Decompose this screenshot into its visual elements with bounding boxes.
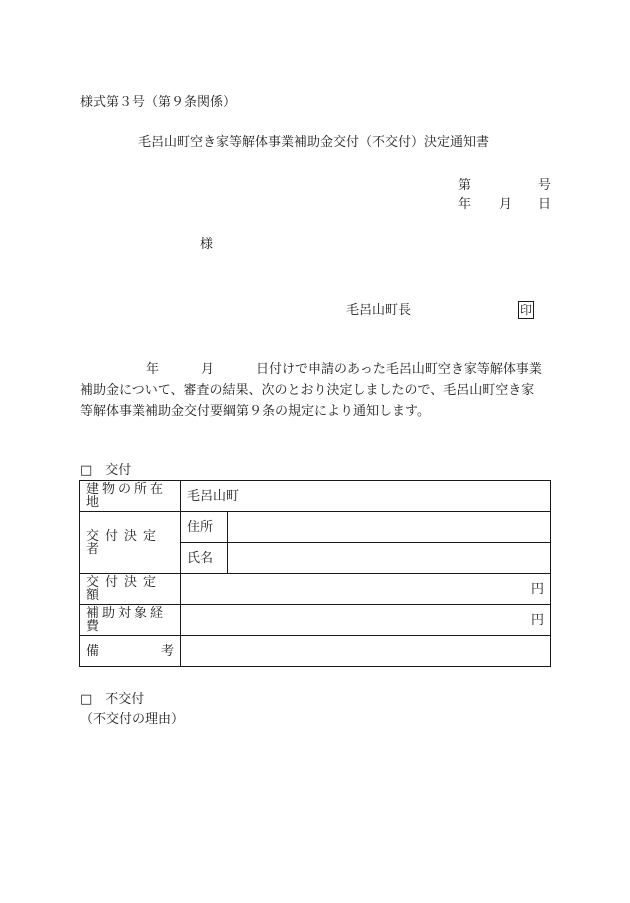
amount-unit: 円: [181, 574, 551, 605]
addressee-honorific: 様: [200, 237, 214, 252]
table-row: [80, 574, 551, 605]
remarks-value: [181, 636, 551, 667]
no-grant-checkbox-label: □ 不交付: [80, 692, 145, 707]
document-title: 毛呂山町空き家等解体事業補助金交付（不交付）決定通知書: [138, 135, 490, 150]
recipient-label: 交付決定者: [80, 512, 181, 574]
remarks-label: [80, 636, 181, 667]
remarks-label-1: 備: [86, 643, 100, 659]
location-value: 毛呂山町: [181, 481, 551, 512]
body-line-1-text: 日付けで申請のあった毛呂山町空き家等解体事業: [256, 362, 542, 377]
body-line-2: 補助金について、審査の結果、次のとおり決定しましたので、毛呂山町空き家: [80, 383, 535, 398]
reference-number-suffix: 号: [538, 178, 552, 193]
date-day-label: 日: [538, 197, 552, 212]
address-label: 住所: [181, 512, 228, 543]
remarks-label-2: 考: [160, 643, 174, 659]
amount-label: 交付決定額: [80, 574, 181, 605]
body-month-label: 月: [201, 362, 215, 377]
body-line-1: [80, 363, 550, 379]
cost-label: 補助対象経費: [80, 605, 181, 636]
table-row: [80, 605, 551, 636]
location-label: 建物の所在地: [80, 481, 181, 512]
grant-checkbox-label: □ 交付: [80, 463, 132, 478]
form-number: 様式第３号（第９条関係）: [80, 95, 237, 110]
name-label: 氏名: [181, 543, 228, 574]
grant-table: [79, 480, 551, 667]
name-value: [228, 543, 551, 574]
seal-stamp: 印: [519, 303, 532, 317]
issuer-title: 毛呂山町長: [346, 303, 412, 318]
table-row: [80, 636, 551, 667]
cost-unit: 円: [181, 605, 551, 636]
date-month-label: 月: [499, 197, 513, 212]
date-year-label: 年: [458, 197, 472, 212]
table-row: [80, 512, 551, 543]
table-row: [80, 481, 551, 512]
reference-number-label: 第: [458, 178, 472, 193]
body-year-label: 年: [146, 362, 160, 377]
body-line-3: 等解体事業補助金交付要綱第９条の規定により通知します。: [80, 404, 430, 419]
address-value: [228, 512, 551, 543]
no-grant-reason-label: （不交付の理由）: [80, 712, 185, 727]
